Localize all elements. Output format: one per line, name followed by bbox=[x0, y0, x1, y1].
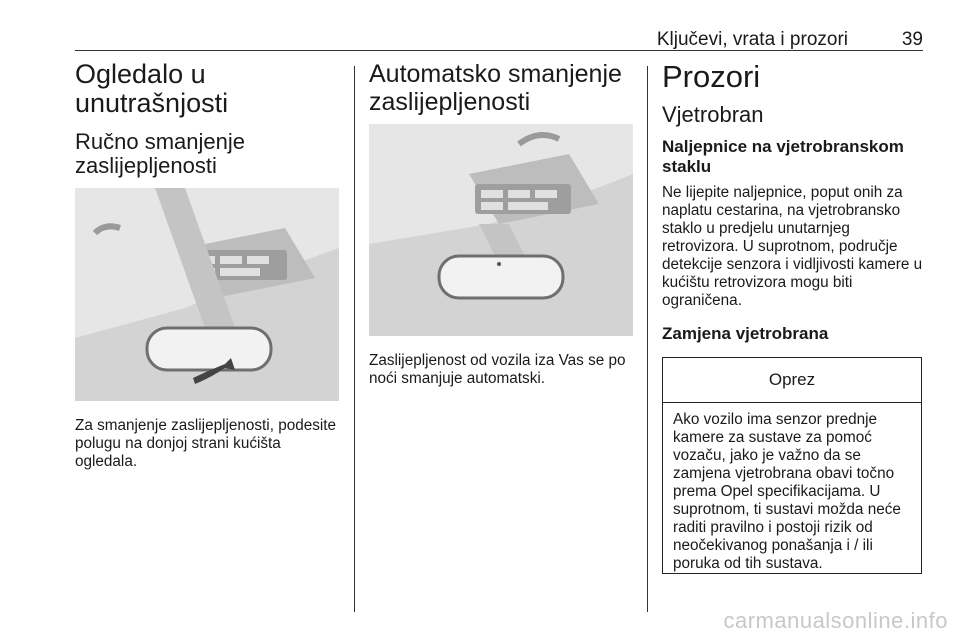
title-windshield-stickers: Naljepnice na vjetrobranskom staklu bbox=[662, 137, 904, 176]
header-rule bbox=[75, 50, 923, 51]
subheading-manual-dimming: Ručno smanjenje zaslijepljenosti bbox=[75, 129, 245, 178]
caution-text: Ako vozilo ima senzor prednje kamere za sustave za pomoć vozaču, jako je važno da se zamjena vjetrobrana obavi točno prema Opel specifikacijama. U suprotnom, ti sustavi možda neće raditi pravilno i postoji rizik od neočekivanog ponašanja i / ili poruka od tih sustava. bbox=[673, 411, 901, 572]
caution-title: Oprez bbox=[663, 358, 921, 403]
heading-windows: Prozori bbox=[662, 59, 761, 94]
text-auto-dimming: Zaslijepljenost od vozila iza Vas se po noći smanjuje automatski. bbox=[369, 352, 626, 387]
watermark: carmanualsonline.info bbox=[723, 608, 948, 633]
text-windshield-stickers: Ne lijepite naljepnice, poput onih za naplatu cestarina, na vjetrobransko staklo u predjelu unutarnjeg retrovizora. U suprotnom, područje detekcije senzora i vidljivosti kamere u kućištu retrovizora mogu biti ograničena. bbox=[662, 184, 923, 309]
figure-manual-mirror bbox=[75, 188, 339, 401]
title-windshield-replacement: Zamjena vjetrobrana bbox=[662, 324, 829, 343]
figure-auto-mirror bbox=[369, 124, 633, 336]
column-windows bbox=[662, 60, 924, 344]
heading-auto-dimming: Automatsko smanjenje zaslijepljenosti bbox=[369, 60, 622, 116]
column-divider-1 bbox=[354, 66, 355, 612]
header-title: Ključevi, vrata i prozori bbox=[656, 29, 848, 50]
page-header bbox=[75, 29, 923, 50]
section-heading-mirror: Ogledalo u unutrašnjosti bbox=[75, 59, 229, 118]
caution-box bbox=[662, 357, 922, 574]
page-number: 39 bbox=[901, 29, 923, 50]
column-divider-2 bbox=[647, 66, 648, 612]
subheading-windshield: Vjetrobran bbox=[662, 102, 764, 127]
column-auto-dimming bbox=[369, 60, 633, 388]
text-manual-dimming: Za smanjenje zaslijepljenosti, podesite polugu na donjoj strani kućišta ogledala. bbox=[75, 417, 337, 470]
column-manual-dimming bbox=[75, 60, 339, 471]
